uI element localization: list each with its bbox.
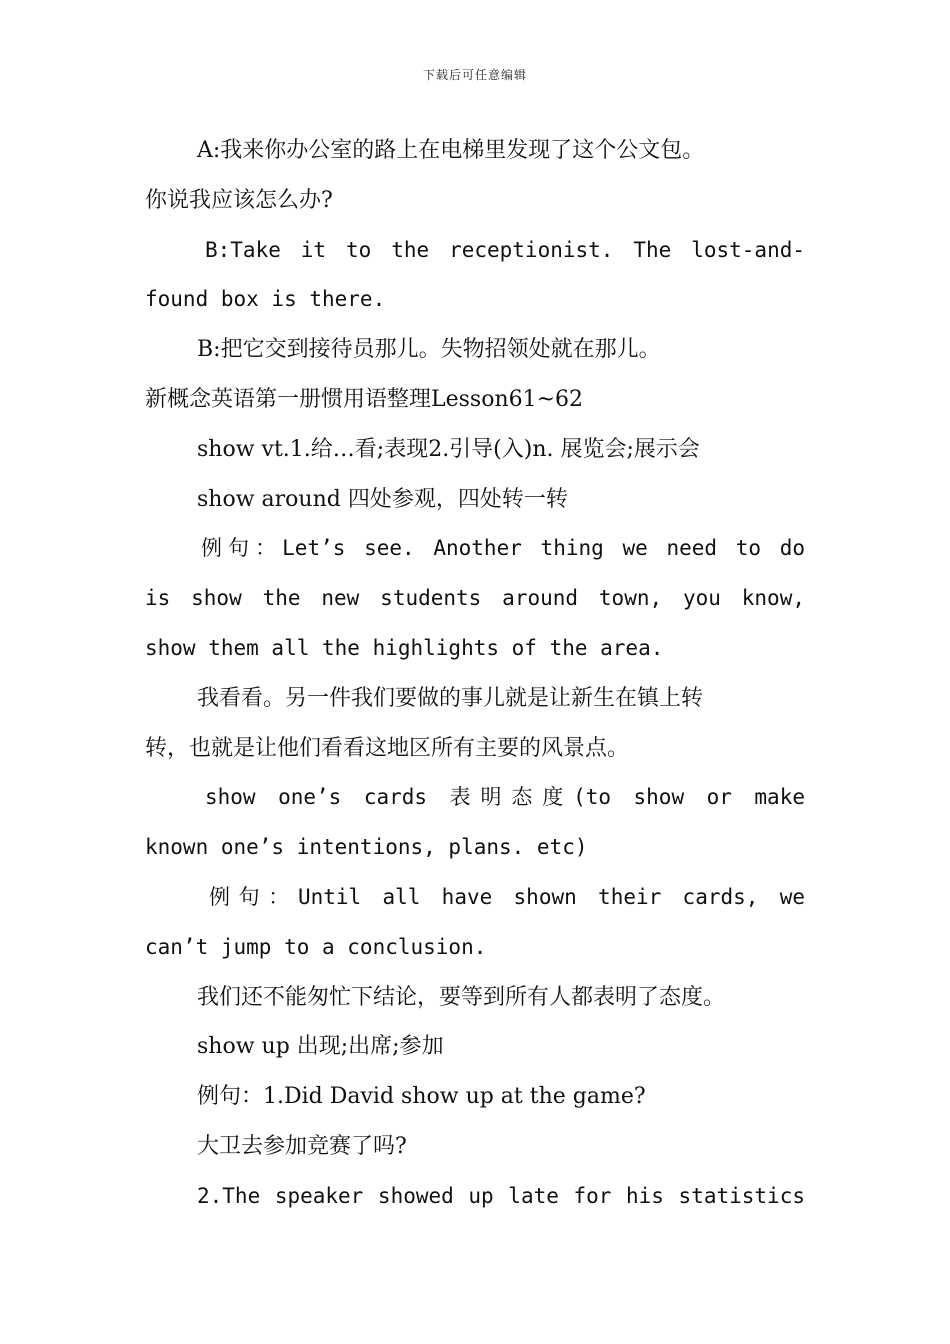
text-line-translation-1: 我看看。另一件我们要做的事儿就是让新生在镇上转 <box>197 685 704 711</box>
text-line-phrase-show-up: show up 出现;出席;参加 <box>197 1034 444 1060</box>
text-line-translation-3: 大卫去参加竞赛了吗? <box>197 1133 407 1159</box>
text-line-phrase-show-cards-cont: known one’s intentions, plans. etc) <box>145 835 588 860</box>
text-line-definition: show vt.1.给…看;表现2.引导(入)n. 展览会;展示会 <box>197 436 700 462</box>
text-line-example-2: 例句：Until all have shown their cards, we <box>209 884 805 909</box>
document-body <box>145 126 805 1222</box>
text-line-dialogue-a-cont: 你说我应该怎么办? <box>145 187 333 213</box>
text-line-dialogue-b-en: B:Take it to the receptionist. The lost-and- <box>205 237 805 262</box>
text-line-phrase-show-around: show around 四处参观，四处转一转 <box>197 486 568 512</box>
text-line-translation-1-cont: 转，也就是让他们看看这地区所有主要的风景点。 <box>145 735 630 761</box>
text-line-example-2-cont: can’t jump to a conclusion. <box>145 934 487 959</box>
text-line-translation-2: 我们还不能匆忙下结论，要等到所有人都表明了态度。 <box>197 984 726 1010</box>
text-line-example-1-cont: is show the new students around town, you know, <box>145 586 805 611</box>
text-line-example-1-end: show them all the highlights of the area. <box>145 635 664 660</box>
text-line-dialogue-a: A:我来你办公室的路上在电梯里发现了这个公文包。 <box>197 138 705 163</box>
page-header: 下载后可任意编辑 <box>422 68 527 82</box>
text-line-phrase-show-cards: show one’s cards 表明态度(to show or make <box>205 785 805 810</box>
text-line-example-1: 例句：Let’s see. Another thing we need to do <box>201 536 805 561</box>
text-line-dialogue-b-zh: B:把它交到接待员那儿。失物招领处就在那儿。 <box>197 337 661 363</box>
text-line-example-3: 例句：1.Did David show up at the game? <box>197 1084 646 1110</box>
text-line-example-4: 2.The speaker showed up late for his statistics <box>197 1183 805 1208</box>
text-line-dialogue-b-en-cont: found box is there. <box>145 287 386 312</box>
section-heading: 新概念英语第一册惯用语整理Lesson61~62 <box>145 386 584 412</box>
